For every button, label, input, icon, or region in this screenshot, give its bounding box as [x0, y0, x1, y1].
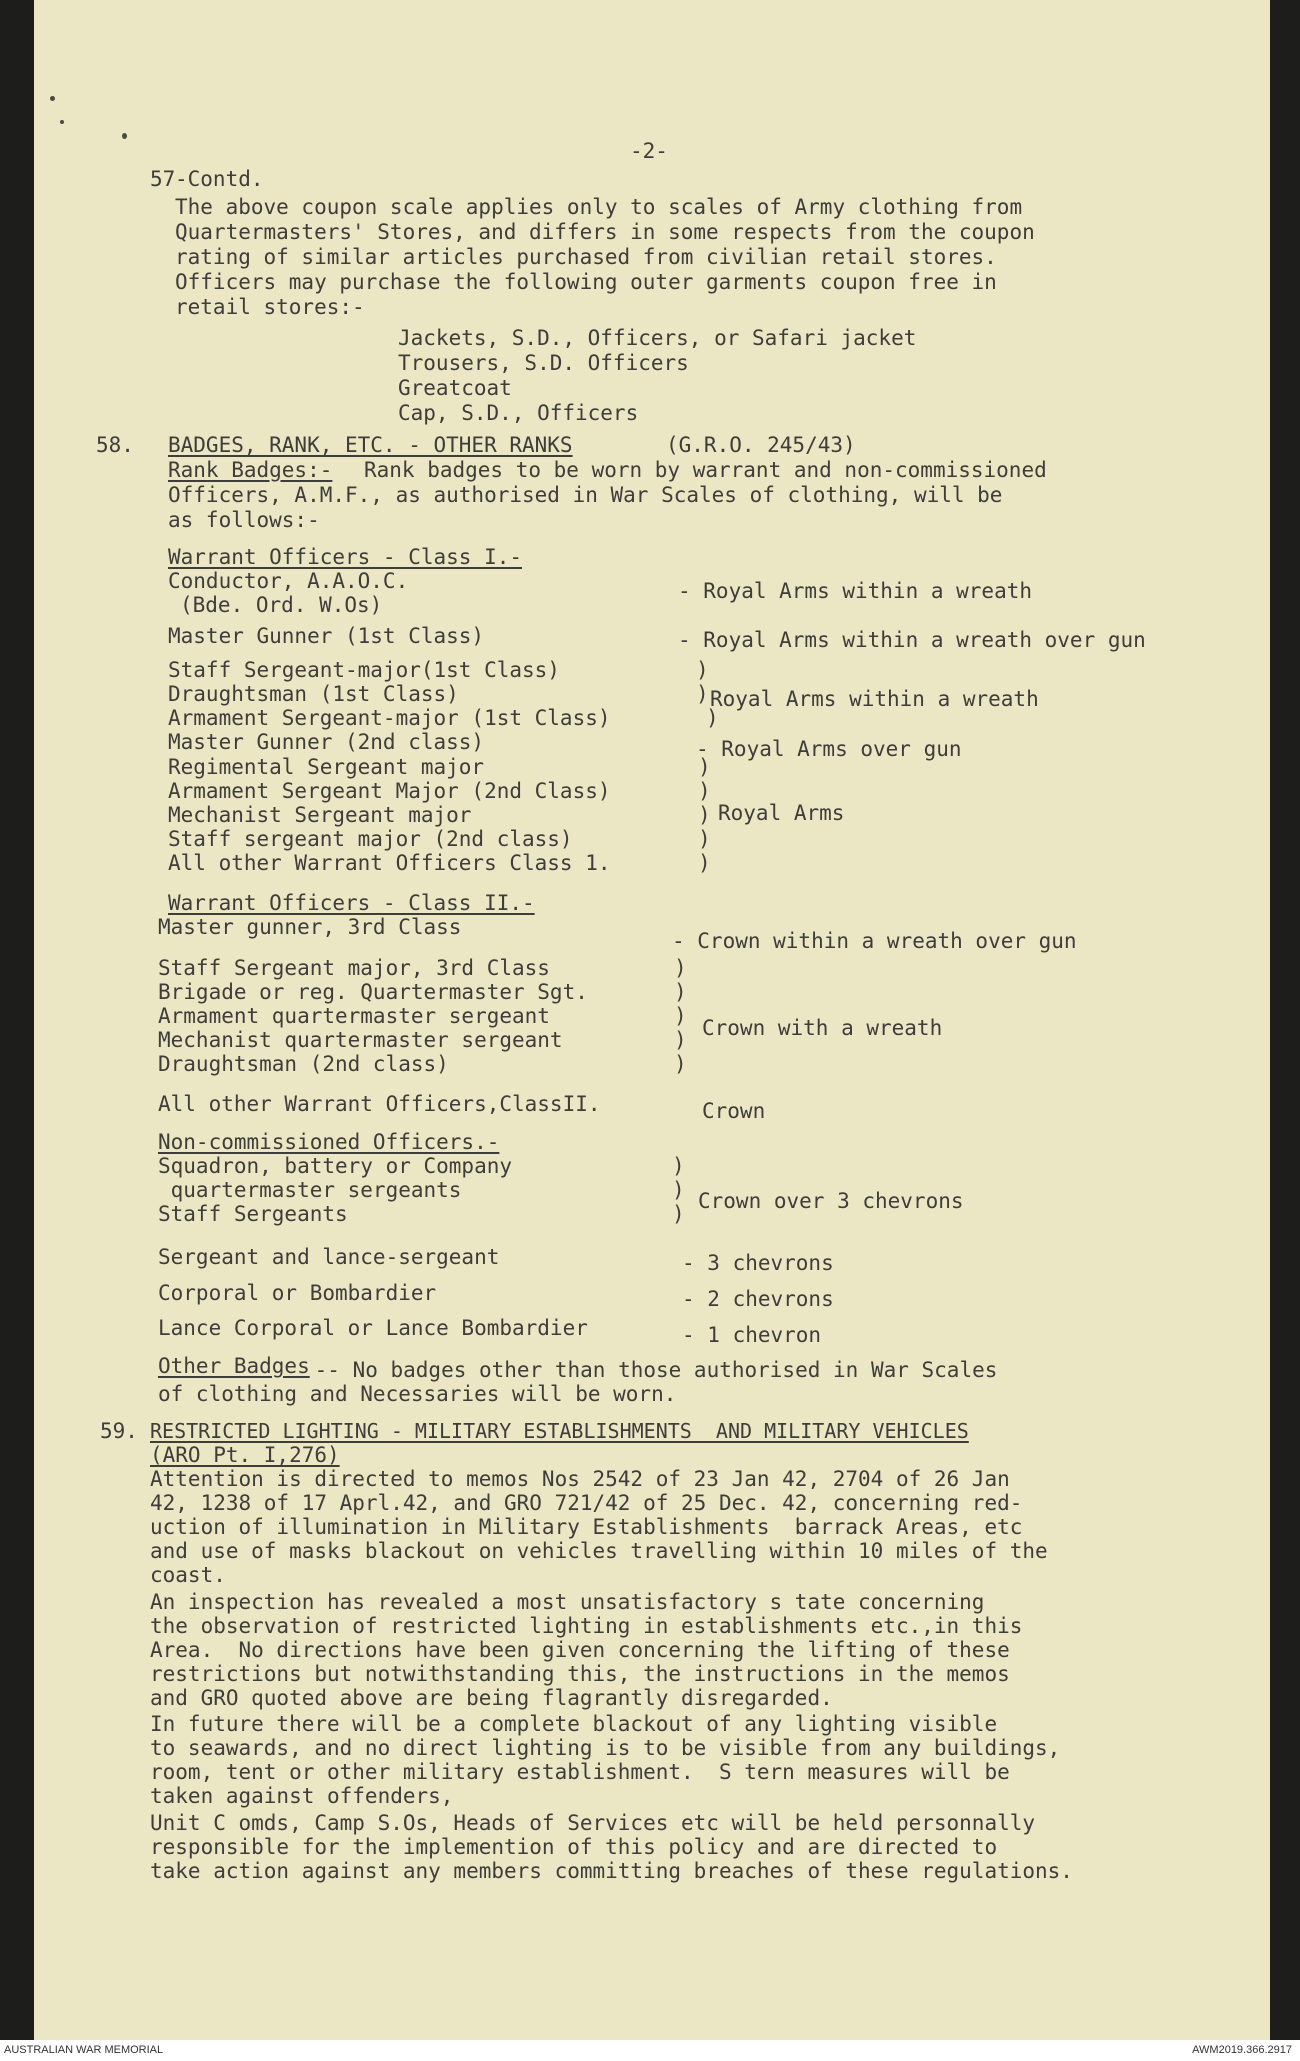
rank-label: (Bde. Ord. W.Os) — [180, 593, 383, 617]
bracket: ) — [698, 755, 711, 779]
bracket: ) — [698, 779, 711, 803]
list-item: Trousers, S.D. Officers — [398, 351, 689, 375]
bracket: ) — [696, 682, 709, 706]
paragraph-line: to seawards, and no direct lighting is to be visible from any buildings, — [150, 1736, 1061, 1760]
paragraph-line: Unit C omds, Camp S.Os, Heads of Services etc will be held personnally — [150, 1811, 1036, 1835]
badge-description: - 1 chevron — [682, 1323, 822, 1347]
badge-description: - Royal Arms within a wreath over gun — [678, 628, 1146, 652]
document-page — [34, 0, 1270, 2040]
paragraph-line: The above coupon scale applies only to scales of Army clothing from — [175, 195, 1023, 219]
badge-description: - Royal Arms within a wreath — [678, 579, 1033, 603]
item-58-number: 58. — [96, 433, 134, 457]
badge-description: - 2 chevrons — [682, 1287, 834, 1311]
rank-label: Master Gunner (1st Class) — [168, 624, 485, 648]
paragraph-line: room, tent or other military establishment. S tern measures will be — [150, 1760, 1010, 1784]
rank-label: Armament Sergeant Major (2nd Class) — [168, 779, 611, 803]
badge-description: Royal Arms within a wreath — [710, 687, 1039, 711]
paragraph-line: retail stores:- — [175, 295, 365, 319]
rank-label: All other Warrant Officers Class 1. — [168, 851, 611, 875]
rank-label: Staff Sergeant-major(1st Class) — [168, 658, 560, 682]
bracket: ) — [674, 1004, 687, 1028]
item-59-reference: (ARO Pt. I,276) — [150, 1443, 340, 1467]
rank-label: Master gunner, 3rd Class — [158, 915, 462, 939]
paragraph-line: Area. No directions have been given concerning the lifting of these — [150, 1638, 1010, 1662]
rank-label: Draughtsman (1st Class) — [168, 682, 459, 706]
rank-label: Squadron, battery or Company — [158, 1154, 513, 1178]
paragraph-line: An inspection has revealed a most unsatisfactory s tate concerning — [150, 1590, 985, 1614]
paragraph-line: the observation of restricted lighting in establishments etc.,in this — [150, 1614, 1023, 1638]
badge-description: - Crown within a wreath over gun — [672, 929, 1077, 953]
footer-accession-number: AWM2019.366.2917 — [1192, 2044, 1292, 2056]
rank-label: Armament Sergeant-major (1st Class) — [168, 706, 611, 730]
paragraph-line: uction of illumination in Military Establishments barrack Areas, etc — [150, 1515, 1023, 1539]
nco-title: Non-commissioned Officers.- — [158, 1130, 500, 1154]
paragraph-line: Officers may purchase the following outer garments coupon free in — [175, 270, 997, 294]
rank-label: Lance Corporal or Lance Bombardier — [158, 1316, 588, 1340]
rank-label: Corporal or Bombardier — [158, 1281, 437, 1305]
bracket: ) — [706, 706, 719, 730]
punch-hole-mark — [50, 96, 55, 101]
badge-description: Crown over 3 chevrons — [698, 1189, 964, 1213]
bracket: ) — [696, 658, 709, 682]
rank-label: Brigade or reg. Quartermaster Sgt. — [158, 980, 588, 1004]
rank-label: Mechanist Sergeant major — [168, 803, 472, 827]
other-badges-label: Other Badges — [158, 1354, 310, 1378]
item-59-heading: RESTRICTED LIGHTING - MILITARY ESTABLISHMENTS AND MILITARY VEHICLES — [150, 1419, 969, 1443]
bracket: ) — [672, 1178, 685, 1202]
bracket: ) — [672, 1202, 685, 1226]
bracket: ) — [672, 1154, 685, 1178]
rank-label: Staff sergeant major (2nd class) — [168, 827, 573, 851]
rank-label: All other Warrant Officers,ClassII. — [158, 1092, 601, 1116]
badge-description: Royal Arms — [718, 801, 845, 825]
bracket: ) — [698, 827, 711, 851]
list-item: Greatcoat — [398, 376, 512, 400]
rank-label: Staff Sergeant major, 3rd Class — [158, 956, 550, 980]
class1-title: Warrant Officers - Class I.- — [168, 545, 523, 569]
paragraph-line: taken against offenders, — [150, 1784, 454, 1808]
rank-label: Sergeant and lance-sergeant — [158, 1245, 500, 1269]
punch-hole-mark — [122, 133, 127, 139]
rank-label: Master Gunner (2nd class) — [168, 730, 485, 754]
footer-bar — [0, 2040, 1300, 2061]
paragraph-line: take action against any members committing breaches of these regulations. — [150, 1859, 1073, 1883]
item-59-number: 59. — [100, 1419, 138, 1443]
paragraph-line: and use of masks blackout on vehicles travelling within 10 miles of the — [150, 1539, 1048, 1563]
class2-title: Warrant Officers - Class II.- — [168, 891, 535, 915]
paragraph-line: Rank badges to be worn by warrant and non-commissioned — [364, 458, 1047, 482]
bracket: ) — [674, 1028, 687, 1052]
list-item: Jackets, S.D., Officers, or Safari jacket — [398, 326, 917, 350]
paragraph-line: responsible for the implemention of this policy and are directed to — [150, 1835, 998, 1859]
badge-description: - Royal Arms over gun — [696, 737, 962, 761]
rank-label: Staff Sergeants — [158, 1202, 348, 1226]
paragraph-line: 42, 1238 of 17 Aprl.42, and GRO 721/42 of 25 Dec. 42, concerning red- — [150, 1491, 1023, 1515]
paragraph-line: -- No badges other than those authorised in War Scales — [302, 1358, 998, 1382]
rank-label: Mechanist quartermaster sergeant — [158, 1028, 563, 1052]
badge-description: - 3 chevrons — [682, 1251, 834, 1275]
page-number: -2- — [630, 139, 668, 163]
rank-badges-label: Rank Badges:- — [168, 458, 333, 482]
paragraph-line: Attention is directed to memos Nos 2542 of 23 Jan 42, 2704 of 26 Jan — [150, 1467, 1010, 1491]
rank-label: Draughtsman (2nd class) — [158, 1052, 449, 1076]
paragraph-line: rating of similar articles purchased from civilian retail stores. — [175, 245, 997, 269]
paragraph-line: In future there will be a complete blackout of any lighting visible — [150, 1712, 998, 1736]
paragraph-line: and GRO quoted above are being flagrantly disregarded. — [150, 1686, 833, 1710]
bracket: ) — [674, 980, 687, 1004]
rank-label: Regimental Sergeant major — [168, 755, 485, 779]
footer-credit: AUSTRALIAN WAR MEMORIAL — [4, 2044, 164, 2056]
paragraph-line: restrictions but notwithstanding this, the instructions in the memos — [150, 1662, 1010, 1686]
bracket: ) — [674, 1052, 687, 1076]
punch-hole-mark — [60, 120, 64, 124]
badge-description: Crown with a wreath — [702, 1016, 943, 1040]
item-58-reference: (G.R.O. 245/43) — [666, 433, 856, 457]
bracket: ) — [698, 803, 711, 827]
paragraph-line: as follows:- — [168, 508, 320, 532]
item-57-heading: -Contd. — [175, 167, 264, 191]
badge-description: Crown — [702, 1099, 766, 1123]
item-58-heading: BADGES, RANK, ETC. - OTHER RANKS — [168, 433, 573, 457]
rank-label: Conductor, A.A.O.C. — [168, 569, 409, 593]
paragraph-line: Quartermasters' Stores, and differs in some respects from the coupon — [175, 220, 1035, 244]
bracket: ) — [674, 956, 687, 980]
rank-label: Armament quartermaster sergeant — [158, 1004, 550, 1028]
item-57-number: 57 — [150, 167, 176, 191]
paragraph-line: coast. — [150, 1563, 226, 1587]
rank-label: quartermaster sergeants — [158, 1178, 462, 1202]
bracket: ) — [698, 851, 711, 875]
paragraph-line: of clothing and Necessaries will be worn. — [158, 1382, 677, 1406]
paragraph-line: Officers, A.M.F., as authorised in War Scales of clothing, will be — [168, 483, 1003, 507]
list-item: Cap, S.D., Officers — [398, 401, 639, 425]
